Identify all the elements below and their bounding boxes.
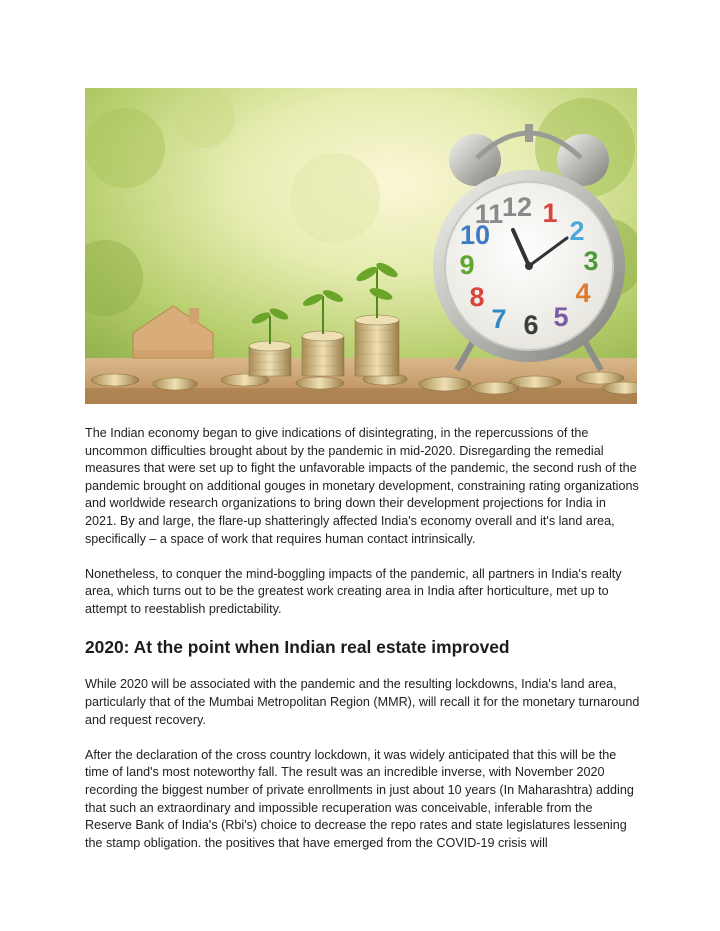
clock-number-7: 7 <box>491 304 507 334</box>
paragraph: After the declaration of the cross country lockdown, it was widely anticipated that this will be the time of land's most noteworthy fall. The result was an incredible inverse, with November 2020 recording the biggest number of private enrollments in just about 10 years (In Maharashtra) adding that such an extraordinary and impossible recuperation was conceivable, inferable from the Reserve Bank of India's (Rbi's) choice to decrease the repo rates and state legislatures lessening the stamp obligation. the positives that have emerged from the COVID-19 crisis will <box>85 747 634 850</box>
paragraph: Nonetheless, to conquer the mind-boggling impacts of the pandemic, all partners in India's realty area, which turns out to be the greatest work creating area in India after horticulture, met up to attempt to reestablish predictability. <box>85 566 622 616</box>
clock-number-12: 12 <box>501 192 533 222</box>
clock-number-1: 1 <box>542 198 558 228</box>
clock-number-4: 4 <box>575 278 591 308</box>
clock-number-10: 10 <box>459 220 491 250</box>
paragraph: While 2020 will be associated with the pandemic and the resulting lockdowns, India's land area, particularly that of the Mumbai Metropolitan Region (MMR), will recall it for the monetary turnaround and request recovery. <box>85 677 640 727</box>
clock-number-8: 8 <box>469 282 485 312</box>
article-body <box>85 425 640 852</box>
clock-number-11: 11 <box>474 199 504 229</box>
hero-image <box>85 88 637 404</box>
clock-number-9: 9 <box>459 250 475 280</box>
clock-number-5: 5 <box>553 302 569 332</box>
clock-number-3: 3 <box>583 246 599 276</box>
house-coins-clock-image <box>85 88 637 404</box>
clock-number-2: 2 <box>569 216 585 246</box>
section-heading: 2020: At the point when Indian real estate improved <box>85 637 510 658</box>
clock-number-6: 6 <box>523 310 539 340</box>
paragraph: The Indian economy began to give indications of disintegrating, in the repercussions of the uncommon difficulties brought about by the pandemic in mid-2020. Disregarding the remedial measures that were set up to fight the unfavorable impacts of the pandemic, the second rush of the pandemic brought on additional gouges in monetary development, constraining rating organizations and worldwide research organizations to bring down their development projections for India in 2021. By and large, the flare-up shatteringly affected India's economy overall and it's land area, specifically – a space of work that requires human contact intrinsically. <box>85 426 639 546</box>
